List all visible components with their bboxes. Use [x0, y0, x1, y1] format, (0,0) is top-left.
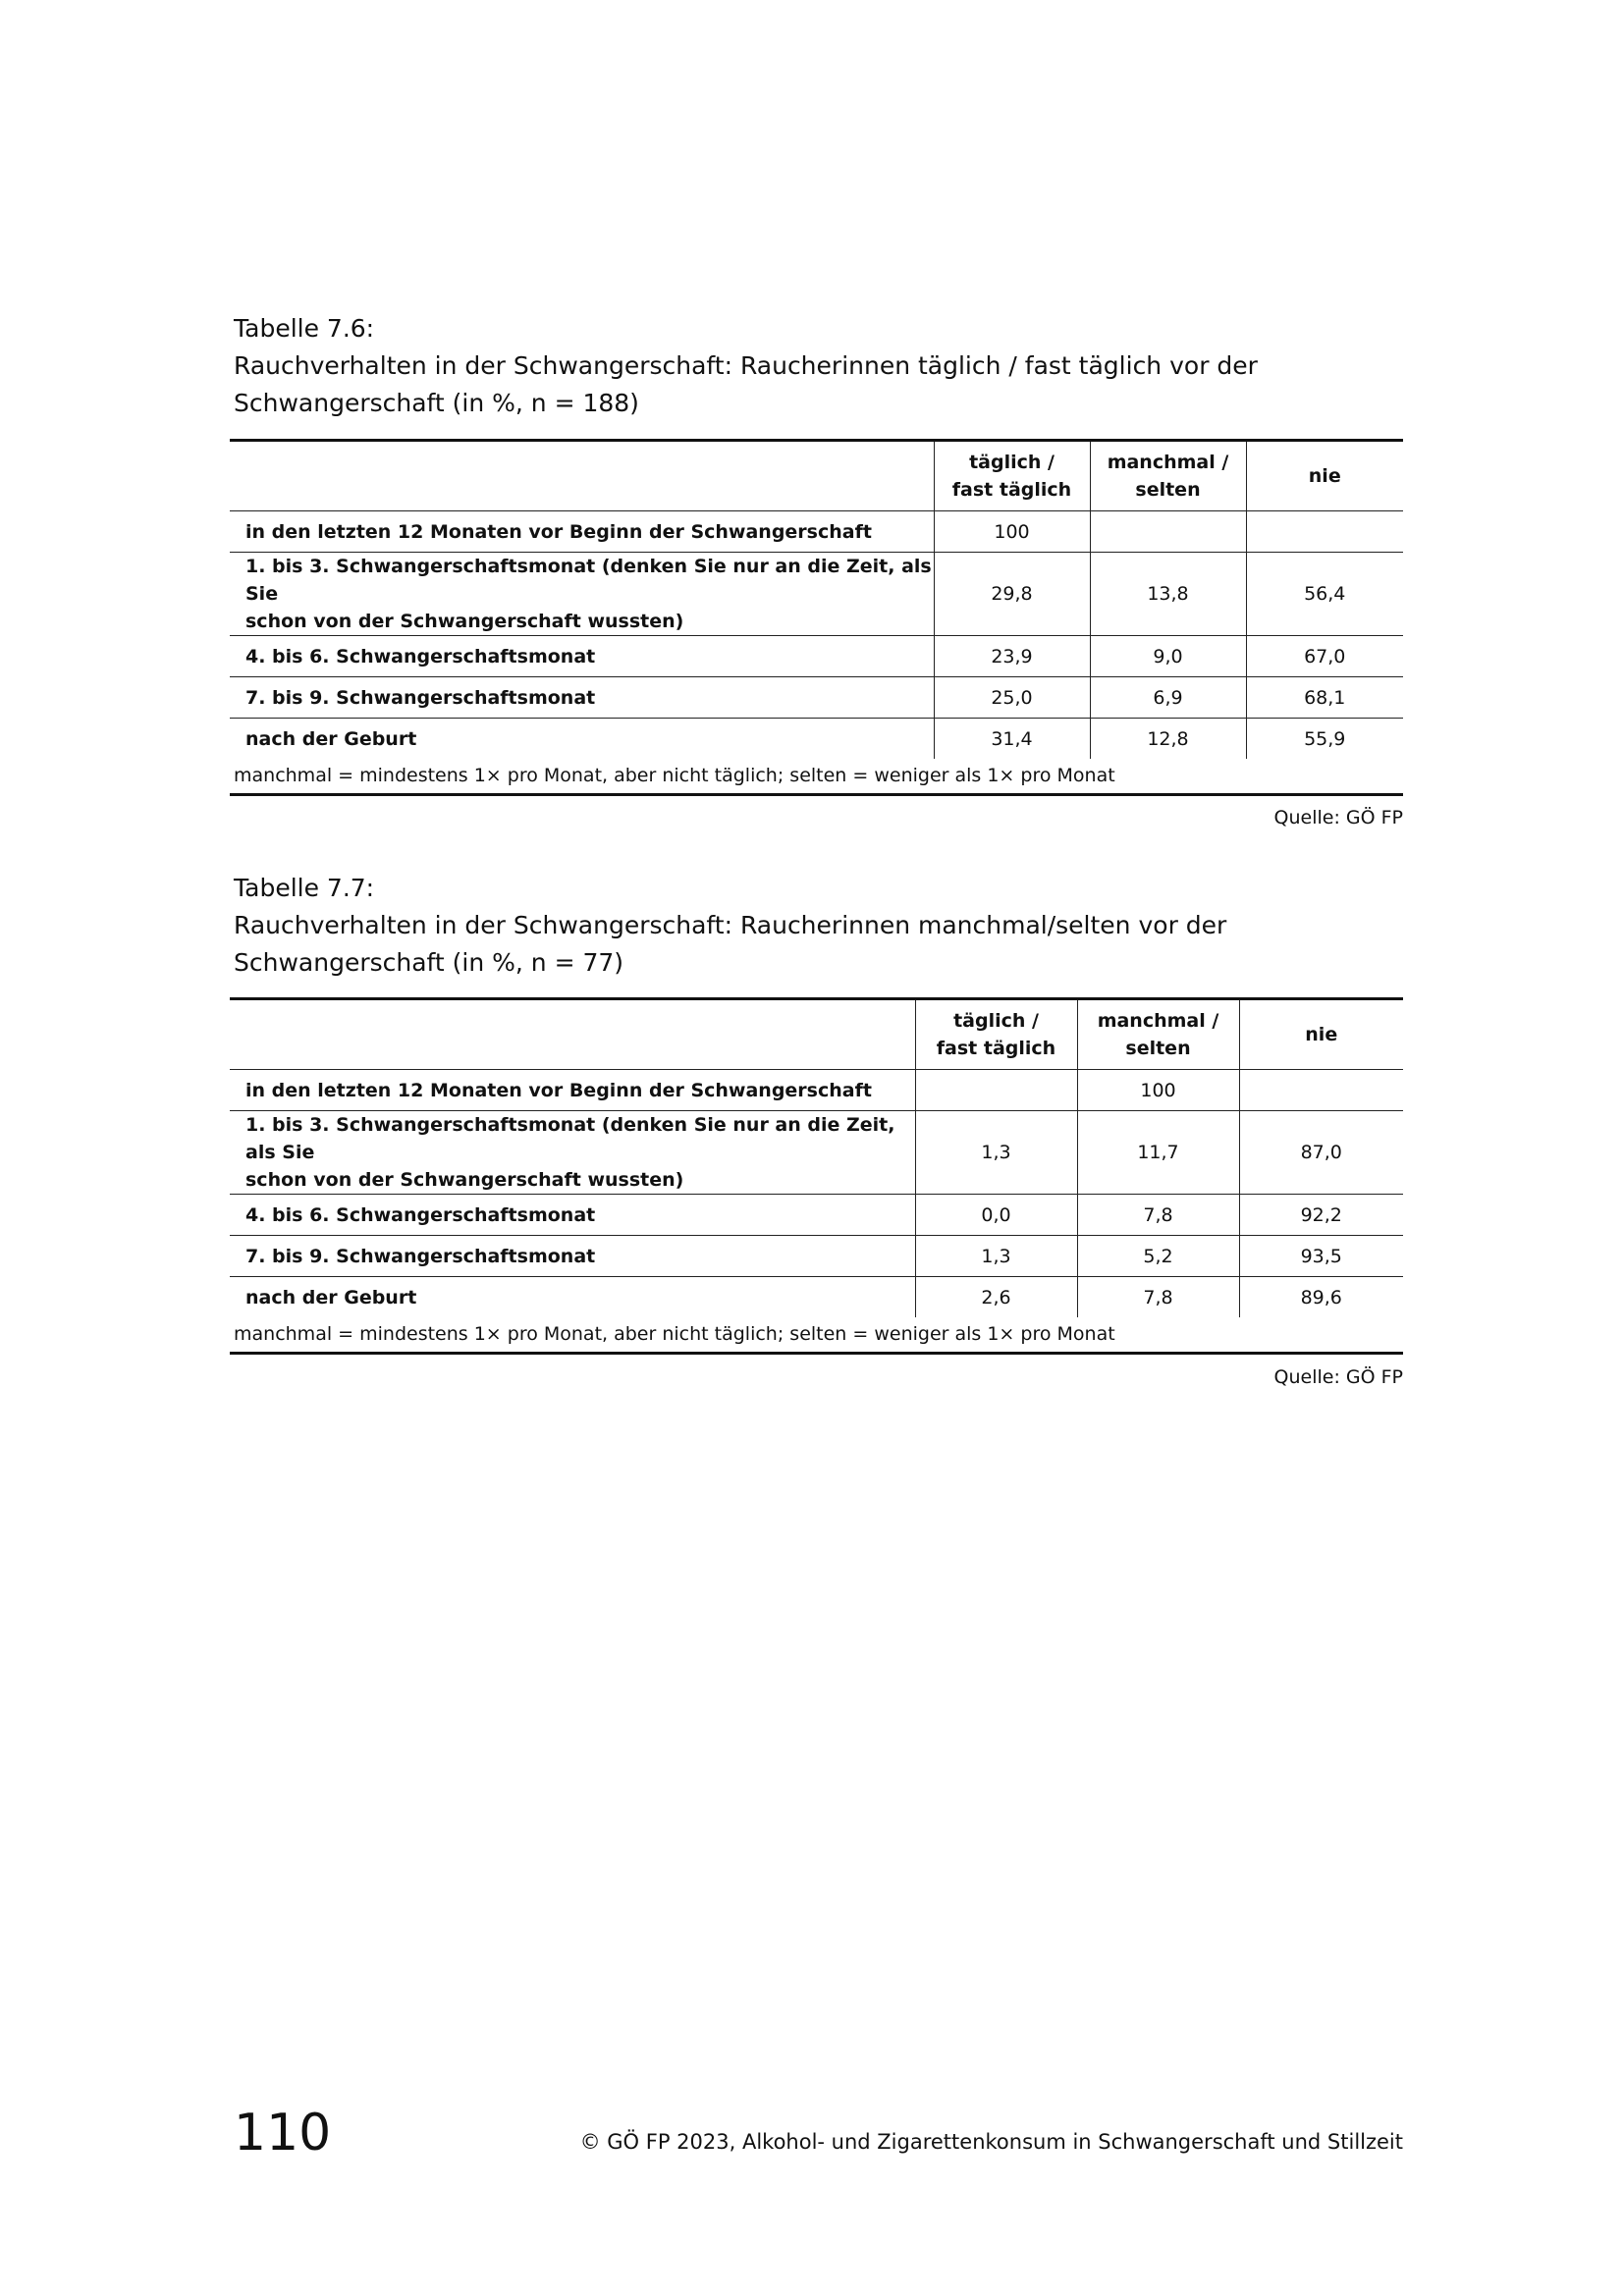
row-label: nach der Geburt: [245, 727, 417, 750]
cell-taeglich: 0,0: [915, 1195, 1077, 1236]
table-title-line1: Rauchverhalten in der Schwangerschaft: Raucherinnen manchmal/selten vor der: [234, 911, 1227, 939]
cell-taeglich: 29,8: [934, 553, 1090, 636]
cell-nie: 93,5: [1239, 1236, 1403, 1277]
cell-manchmal: 9,0: [1090, 636, 1246, 677]
page-number: 110: [234, 2104, 332, 2163]
cell-nie: [1239, 1070, 1403, 1111]
table-caption: [234, 310, 1258, 422]
table-row: [230, 1070, 1403, 1111]
row-label: 7. bis 9. Schwangerschaftsmonat: [230, 1236, 915, 1277]
cell-nie: 92,2: [1239, 1195, 1403, 1236]
header-empty: [230, 999, 915, 1070]
table-title-line2: Schwangerschaft (in %, n = 77): [234, 948, 624, 977]
row-label: 7. bis 9. Schwangerschaftsmonat: [230, 677, 934, 719]
header-nie: nie: [1239, 999, 1403, 1070]
row-label: 4. bis 6. Schwangerschaftsmonat: [230, 636, 934, 677]
table-row: [230, 553, 1403, 636]
row-label: 1. bis 3. Schwangerschaftsmonat (denken Sie nur an die Zeit, als Sie schon von der Schwangerschaft wussten): [230, 1111, 915, 1195]
page-footer: © GÖ FP 2023, Alkohol- und Zigarettenkonsum in Schwangerschaft und Stillzeit: [579, 2130, 1403, 2154]
table-header-row: [230, 441, 1403, 511]
table-source: Quelle: GÖ FP: [1273, 1366, 1403, 1388]
table-row: [230, 1277, 1403, 1318]
table-title-line1: Rauchverhalten in der Schwangerschaft: Raucherinnen täglich / fast täglich vor der: [234, 351, 1258, 380]
cell-manchmal: 12,8: [1090, 719, 1246, 760]
cell-manchmal: 100: [1077, 1070, 1239, 1111]
cell-taeglich: 31,4: [934, 719, 1090, 760]
cell-nie: 68,1: [1246, 677, 1403, 719]
cell-manchmal: 11,7: [1077, 1111, 1239, 1195]
cell-taeglich: [915, 1070, 1077, 1111]
cell-taeglich: 100: [934, 511, 1090, 553]
table-row: [230, 1195, 1403, 1236]
cell-manchmal: 5,2: [1077, 1236, 1239, 1277]
row-label: 4. bis 6. Schwangerschaftsmonat: [230, 1195, 915, 1236]
row-label: 1. bis 3. Schwangerschaftsmonat (denken Sie nur an die Zeit, als Sie schon von der Schwangerschaft wussten): [230, 553, 934, 636]
header-taeglich: täglich / fast täglich: [934, 441, 1090, 511]
table-row: [230, 511, 1403, 553]
cell-nie: 55,9: [1246, 719, 1403, 760]
cell-taeglich: 25,0: [934, 677, 1090, 719]
table-note: manchmal = mindestens 1× pro Monat, aber nicht täglich; selten = weniger als 1× pro Monat: [230, 1320, 1403, 1355]
cell-manchmal: 13,8: [1090, 553, 1246, 636]
table-number: Tabelle 7.6:: [234, 314, 375, 343]
cell-taeglich: 1,3: [915, 1111, 1077, 1195]
table-caption: [234, 870, 1226, 982]
table-row: [230, 1111, 1403, 1195]
cell-nie: 87,0: [1239, 1111, 1403, 1195]
table-source: Quelle: GÖ FP: [1273, 807, 1403, 828]
cell-nie: [1246, 511, 1403, 553]
table-number: Tabelle 7.7:: [234, 874, 375, 902]
cell-manchmal: 7,8: [1077, 1195, 1239, 1236]
cell-nie: 89,6: [1239, 1277, 1403, 1318]
data-table: [230, 439, 1403, 759]
cell-taeglich: 2,6: [915, 1277, 1077, 1318]
cell-manchmal: 6,9: [1090, 677, 1246, 719]
table-row: [230, 636, 1403, 677]
cell-manchmal: 7,8: [1077, 1277, 1239, 1318]
table-note: manchmal = mindestens 1× pro Monat, aber nicht täglich; selten = weniger als 1× pro Monat: [230, 762, 1403, 796]
table-row: [230, 1236, 1403, 1277]
header-manchmal: manchmal / selten: [1090, 441, 1246, 511]
header-manchmal: manchmal / selten: [1077, 999, 1239, 1070]
data-table: [230, 997, 1403, 1317]
row-label: in den letzten 12 Monaten vor Beginn der Schwangerschaft: [230, 511, 934, 553]
cell-nie: 56,4: [1246, 553, 1403, 636]
cell-manchmal: [1090, 511, 1246, 553]
header-nie: nie: [1246, 441, 1403, 511]
cell-nie: 67,0: [1246, 636, 1403, 677]
header-empty: [230, 441, 934, 511]
row-label: in den letzten 12 Monaten vor Beginn der Schwangerschaft: [230, 1070, 915, 1111]
row-label: nach der Geburt: [245, 1286, 417, 1308]
table-row: [230, 677, 1403, 719]
cell-taeglich: 1,3: [915, 1236, 1077, 1277]
table-header-row: [230, 999, 1403, 1070]
header-taeglich: täglich / fast täglich: [915, 999, 1077, 1070]
table-title-line2: Schwangerschaft (in %, n = 188): [234, 389, 639, 417]
table-row: [230, 719, 1403, 760]
cell-taeglich: 23,9: [934, 636, 1090, 677]
